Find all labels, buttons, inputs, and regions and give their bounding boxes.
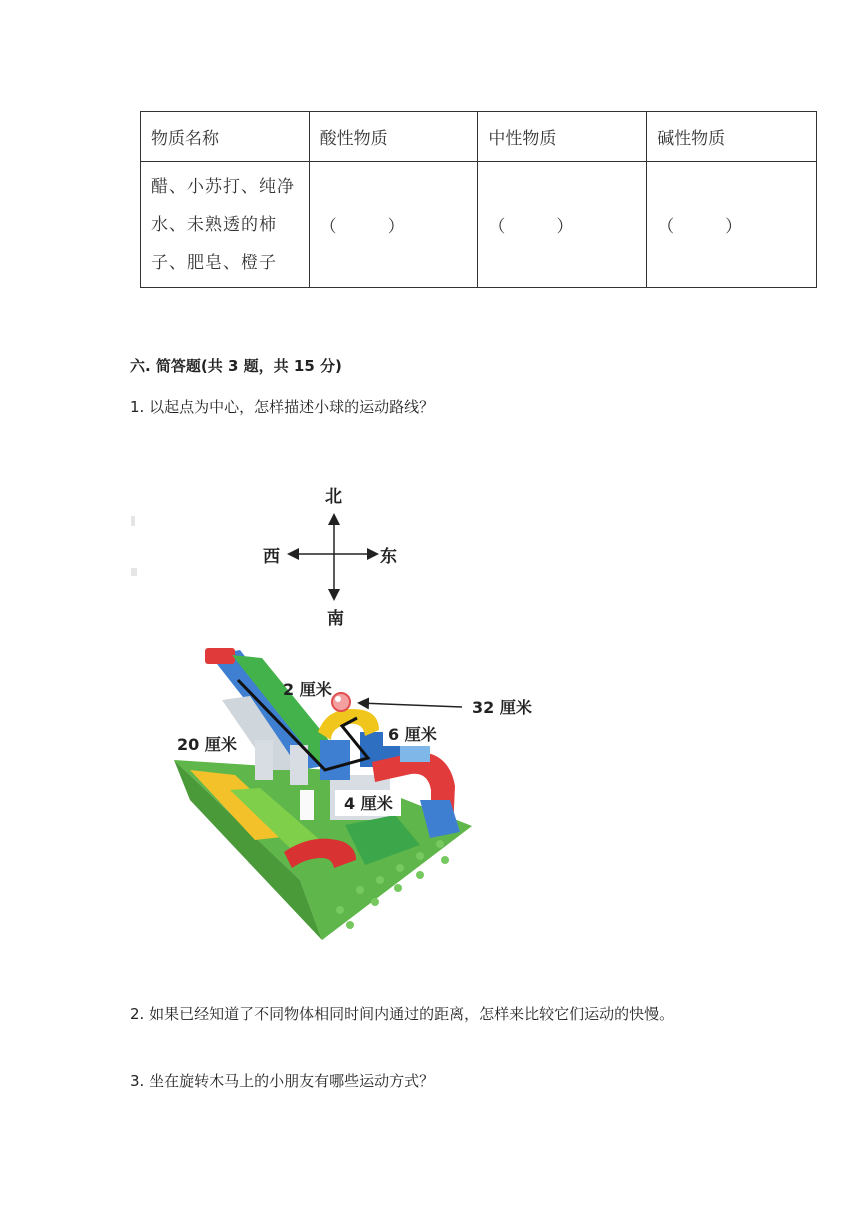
compass-diagram bbox=[263, 487, 397, 629]
header-substance-name: 物质名称 bbox=[141, 112, 310, 162]
materials-cell bbox=[141, 162, 310, 288]
ball-highlight bbox=[335, 696, 341, 702]
question-3: 3. 坐在旋转木马上的小朋友有哪些运动方式？ bbox=[130, 1072, 435, 1090]
distance-label-2cm: 2 厘米 bbox=[283, 680, 332, 699]
ball bbox=[332, 693, 350, 711]
compass-west-label: 西 bbox=[263, 547, 280, 567]
compass-north-label: 北 bbox=[325, 487, 342, 507]
compass-east-label: 东 bbox=[380, 547, 397, 567]
neutral-answer-blank[interactable]: （ ） bbox=[478, 162, 647, 288]
compass-south-label: 南 bbox=[327, 609, 344, 629]
marble-run-figure bbox=[0, 470, 860, 960]
header-alkaline: 碱性物质 bbox=[647, 112, 817, 162]
distance-label-6cm: 6 厘米 bbox=[388, 725, 437, 744]
question-1: 1. 以起点为中心，怎样描述小球的运动路线？ bbox=[130, 398, 435, 416]
header-acidic: 酸性物质 bbox=[309, 112, 478, 162]
acidic-answer-blank[interactable]: （ ） bbox=[309, 162, 478, 288]
distance-label-4cm: 4 厘米 bbox=[344, 794, 393, 813]
materials-line: 子、肥皂、橙子 bbox=[151, 252, 277, 273]
substance-table bbox=[140, 111, 817, 288]
table-row bbox=[141, 162, 817, 288]
pointer-arrow bbox=[360, 703, 462, 707]
materials-line: 水、未熟透的柿 bbox=[151, 214, 277, 235]
section-title: 六. 简答题(共 3 题，共 15 分) bbox=[130, 357, 342, 375]
alkaline-answer-blank[interactable]: （ ） bbox=[647, 162, 817, 288]
distance-label-32cm: 32 厘米 bbox=[472, 698, 532, 717]
question-2: 2. 如果已经知道了不同物体相同时间内通过的距离，怎样来比较它们运动的快慢。 bbox=[130, 1005, 675, 1023]
header-neutral: 中性物质 bbox=[478, 112, 647, 162]
scan-speck bbox=[131, 516, 137, 576]
materials-line: 醋、小苏打、纯净 bbox=[151, 176, 295, 197]
table-header-row bbox=[141, 112, 817, 162]
distance-label-20cm: 20 厘米 bbox=[177, 735, 237, 754]
